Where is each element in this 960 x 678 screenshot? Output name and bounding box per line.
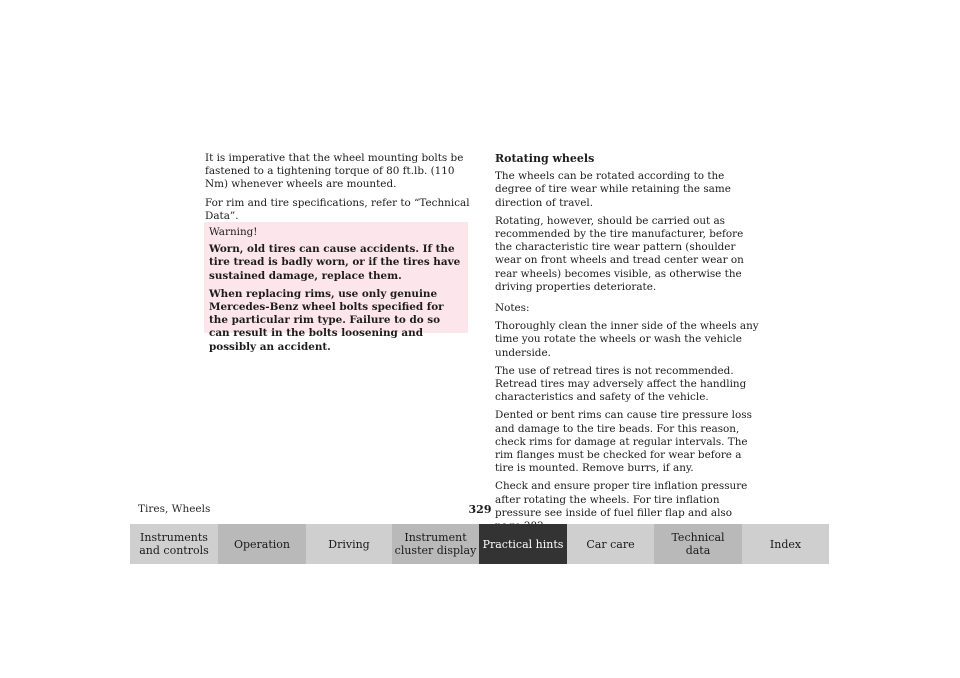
tab-car-care[interactable] bbox=[567, 524, 654, 564]
chapter-nav bbox=[130, 524, 829, 564]
tab-label: Practical hints bbox=[482, 537, 564, 551]
left-column bbox=[205, 152, 470, 228]
tab-technical-data[interactable] bbox=[654, 524, 742, 564]
tab-label: Car care bbox=[586, 537, 635, 551]
bolt-torque-paragraph: It is imperative that the wheel mounting bolts be fastened to a tightening torque of 80 ft.lb. (110 Nm) whenever wheels are mounted. bbox=[205, 152, 464, 191]
note-retread-tires: The use of retread tires is not recommended. Retread tires may adversely affect the handling characteristics and safety of the vehicle. bbox=[495, 364, 747, 404]
page-number: 329 bbox=[468, 503, 492, 516]
tab-practical-hints[interactable] bbox=[479, 524, 567, 564]
note-inflation-pressure: Check and ensure proper tire inflation pressure after rotating the wheels. For tire inflation pressure see inside of fuel filler flap and also bbox=[495, 480, 748, 519]
section-title: Tires, Wheels bbox=[138, 503, 211, 515]
tab-operation[interactable] bbox=[218, 524, 306, 564]
right-column bbox=[495, 152, 760, 538]
tab-label: Technical data bbox=[671, 531, 725, 557]
tab-instruments-and-controls[interactable] bbox=[130, 524, 218, 564]
rotation-paragraph: The wheels can be rotated according to the degree of tire wear while retaining the same direction of travel. bbox=[495, 170, 731, 209]
tab-label: Instruments and controls bbox=[139, 531, 209, 557]
tab-label: Instrument cluster display bbox=[394, 531, 477, 557]
note-clean-wheels: Thoroughly clean the inner side of the wheels any time you rotate the wheels or wash the vehicle underside. bbox=[495, 320, 759, 359]
tab-label: Operation bbox=[233, 537, 291, 551]
warning-title: Warning! bbox=[209, 226, 258, 238]
notes-label: Notes: bbox=[495, 302, 530, 315]
tab-instrument-cluster-display[interactable] bbox=[392, 524, 479, 564]
tab-driving[interactable] bbox=[306, 524, 392, 564]
tab-index[interactable] bbox=[742, 524, 829, 564]
warning-paragraph-tires: Worn, old tires can cause accidents. If the tire tread is badly worn, or if the tires have sustained damage, replace them. bbox=[209, 243, 461, 282]
rotating-wheels-heading: Rotating wheels bbox=[495, 152, 595, 165]
warning-box bbox=[204, 222, 468, 353]
rotation-timing-paragraph: Rotating, however, should be carried out as recommended by the tire manufacturer, before the characteristic tire wear pattern (shoulder wear on front wheels and tread center wear on rear wheels) becomes visible, as otherwise the driving properties deteriorate. bbox=[495, 214, 744, 293]
tab-label: Driving bbox=[328, 537, 370, 551]
tab-label: Index bbox=[769, 537, 802, 551]
rim-spec-paragraph: For rim and tire specifications, refer to “Technical Data”. bbox=[205, 196, 470, 222]
warning-paragraph-rims: When replacing rims, use only genuine Mercedes-Benz wheel bolts specified for the particular rim type. Failure to do so can result in the bolts loosening and possibly an accident. bbox=[209, 287, 444, 353]
note-dented-rims: Dented or bent rims can cause tire pressure loss and damage to the tire beads. For this reason, check rims for damage at regular intervals. The rim flanges must be checked for wear before a tire is mounted. Remove burrs, if any. bbox=[495, 409, 752, 475]
